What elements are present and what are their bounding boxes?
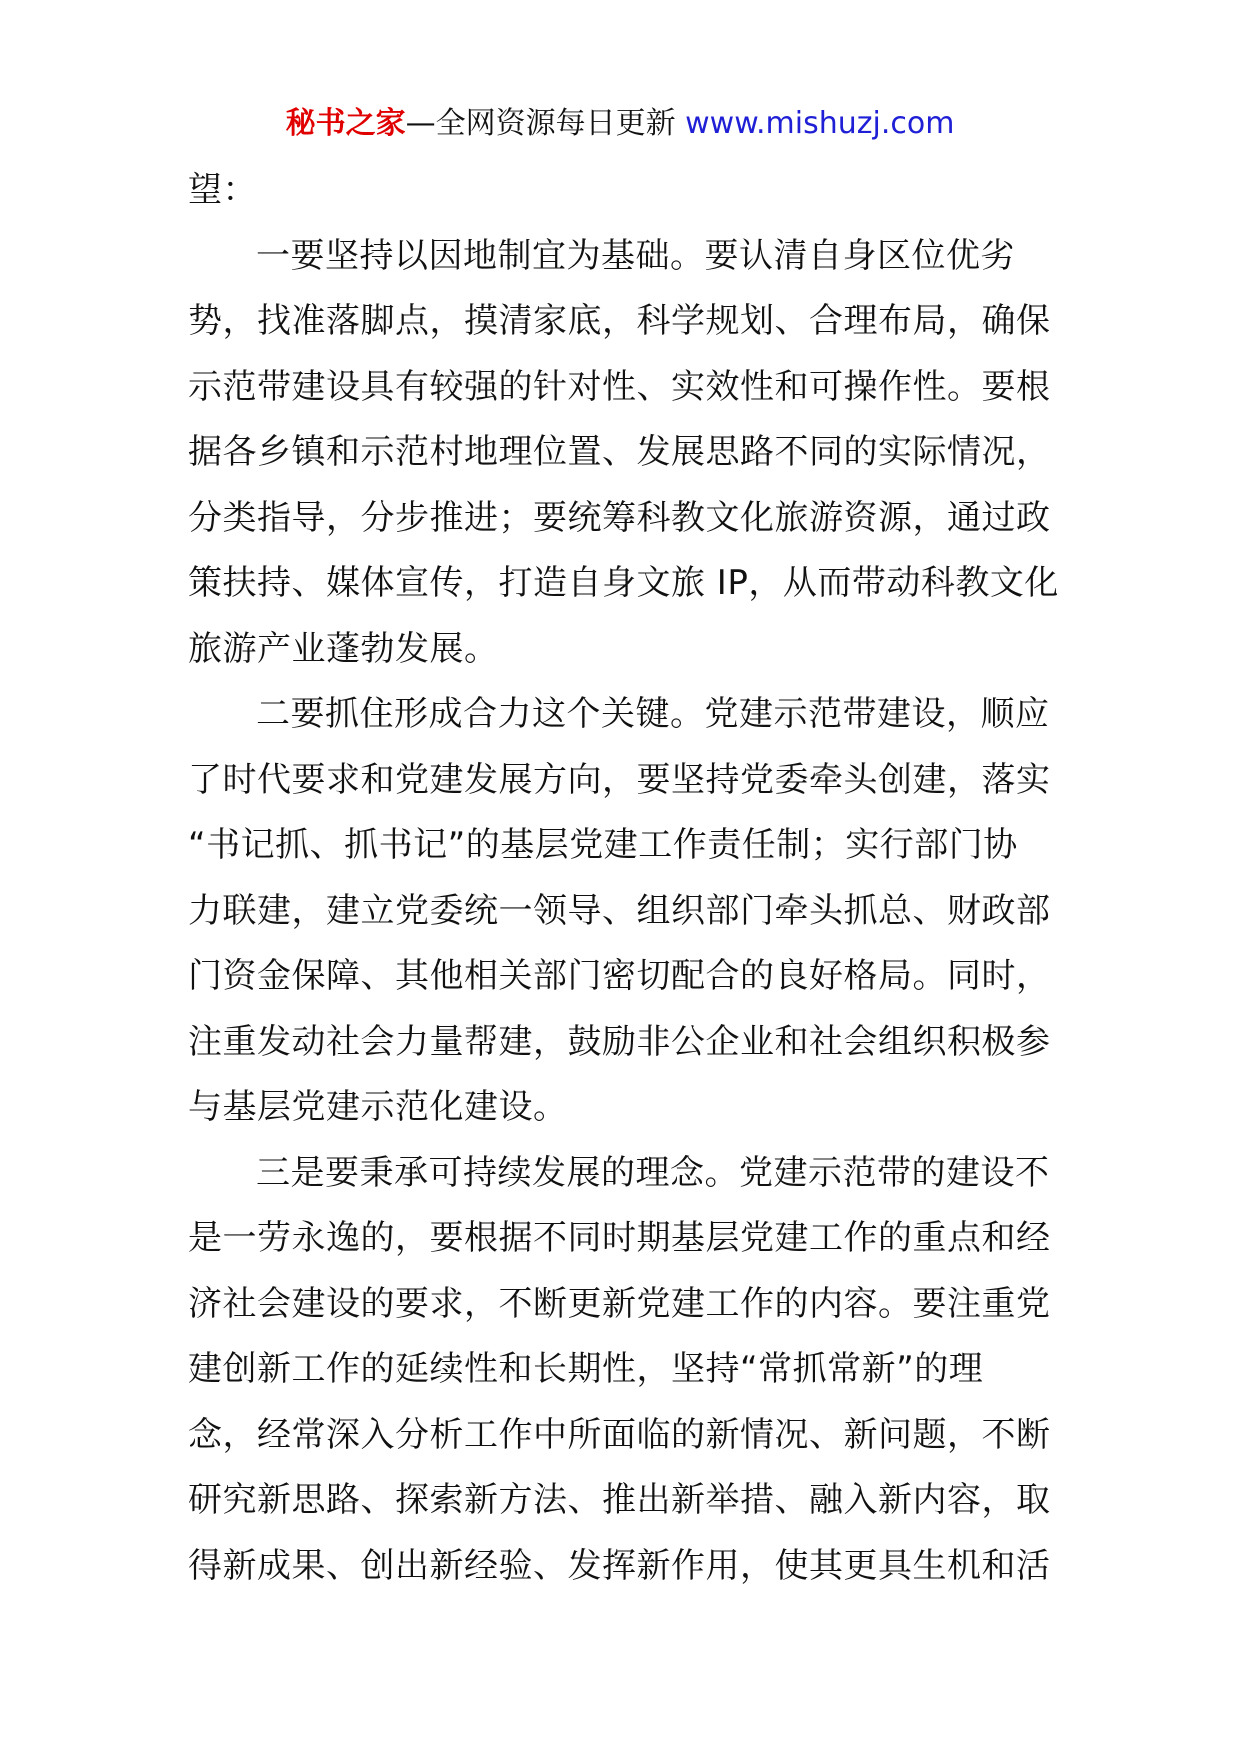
text-line: 济社会建设的要求，不断更新党建工作的内容。要注重党 <box>188 1283 1051 1324</box>
text-line: 旅游产业蓬勃发展。 <box>188 628 499 669</box>
text-line: 念，经常深入分析工作中所面临的新情况、新问题，不断 <box>188 1414 1051 1455</box>
text-line: 是一劳永逸的，要根据不同时期基层党建工作的重点和经 <box>188 1218 1051 1258</box>
text-line: 示范带建设具有较强的针对性、实效性和可操作性。要根 <box>188 366 1051 407</box>
text-line: “书记抓、抓书记”的基层党建工作责任制；实行部门协 <box>188 825 1018 865</box>
paragraph-start-line: 二要抓住形成合力这个关键。党建示范带建设，顺应 <box>256 694 1050 734</box>
header-tagline: —全网资源每日更新 <box>405 106 686 141</box>
text-line: 注重发动社会力量帮建，鼓励非公企业和社会组织积极参 <box>188 1021 1051 1062</box>
text-line: 门资金保障、其他相关部门密切配合的良好格局。同时， <box>188 956 1051 996</box>
text-line: 得新成果、创出新经验、发挥新作用，使其更具生机和活 <box>188 1545 1051 1586</box>
paragraph-start-line: 三是要秉承可持续发展的理念。党建示范带的建设不 <box>256 1152 1050 1193</box>
text-line: 力联建，建立党委统一领导、组织部门牵头抓总、财政部 <box>188 890 1051 931</box>
brand-name: 秘书之家 <box>285 106 406 141</box>
paragraph-start-line: 一要坚持以因地制宜为基础。要认清自身区位优劣 <box>256 235 1015 276</box>
text-line: 据各乡镇和示范村地理位置、发展思路不同的实际情况， <box>188 432 1051 472</box>
document-body <box>188 158 1068 1599</box>
text-line: 与基层党建示范化建设。 <box>188 1087 568 1127</box>
text-line: 研究新思路、探索新方法、推出新举措、融入新内容，取 <box>188 1480 1051 1520</box>
text-line: 势，找准落脚点，摸清家底，科学规划、合理布局，确保 <box>188 301 1051 341</box>
website-link[interactable]: www.mishuzj.com <box>685 106 955 141</box>
document-header <box>0 100 1240 148</box>
text-line: 了时代要求和党建发展方向，要坚持党委牵头创建，落实 <box>188 759 1051 800</box>
text-line: 分类指导，分步推进；要统筹科教文化旅游资源，通过政 <box>188 497 1051 538</box>
text-line: 建创新工作的延续性和长期性，坚持“常抓常新”的理 <box>188 1349 984 1389</box>
text-line: 望： <box>188 170 257 210</box>
text-line: 策扶持、媒体宣传，打造自身文旅 IP，从而带动科教文化 <box>188 563 1059 603</box>
